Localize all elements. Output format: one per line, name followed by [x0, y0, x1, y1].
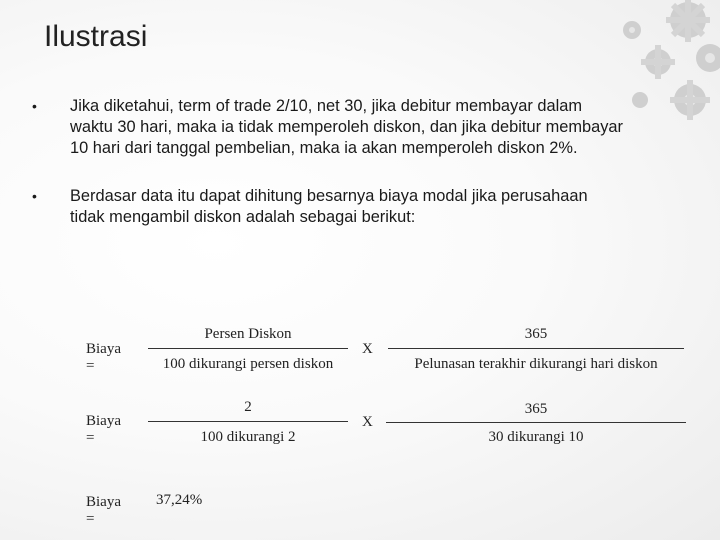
bullet-line: tidak mengambil diskon adalah sebagai berikut: — [70, 208, 416, 226]
bullet-dot: • — [32, 188, 37, 204]
fraction-bar — [388, 348, 684, 349]
fraction-numerator: 365 — [524, 401, 548, 417]
fraction-bar — [386, 422, 686, 423]
times-symbol: X — [362, 414, 373, 430]
bullet-line: Jika diketahui, term of trade 2/10, net 30, jika debitur membayar dalam — [70, 97, 583, 115]
fraction-denominator: Pelunasan terakhir dikurangi hari diskon — [414, 356, 658, 372]
equation-result: 37,24% — [156, 492, 203, 508]
bullet-item — [28, 186, 688, 228]
fraction-denominator: 100 dikurangi persen diskon — [162, 356, 334, 372]
fraction-bar — [148, 348, 348, 349]
bullet-item — [28, 96, 688, 159]
fraction-bar — [148, 421, 348, 422]
bullet-list — [28, 96, 688, 255]
fraction-numerator: 2 — [244, 399, 252, 415]
fraction-denominator: 100 dikurangi 2 — [200, 429, 296, 445]
equation-label: Biaya = — [86, 413, 121, 446]
times-symbol: X — [362, 341, 373, 357]
bullet-dot: • — [32, 98, 37, 114]
bullet-line: waktu 30 hari, maka ia tidak memperoleh diskon, dan jika debitur membayar — [70, 118, 623, 136]
bullet-line: 10 hari dari tanggal pembelian, maka ia akan memperoleh diskon 2%. — [70, 139, 578, 157]
equation-label: Biaya = — [86, 494, 121, 527]
equation-label: Biaya = — [86, 341, 121, 374]
page-title: Ilustrasi — [44, 20, 148, 53]
fraction-denominator: 30 dikurangi 10 — [488, 429, 584, 445]
bullet-line: Berdasar data itu dapat dihitung besarnya biaya modal jika perusahaan — [70, 187, 588, 205]
fraction-numerator: Persen Diskon — [204, 326, 292, 342]
fraction-numerator: 365 — [524, 326, 548, 342]
